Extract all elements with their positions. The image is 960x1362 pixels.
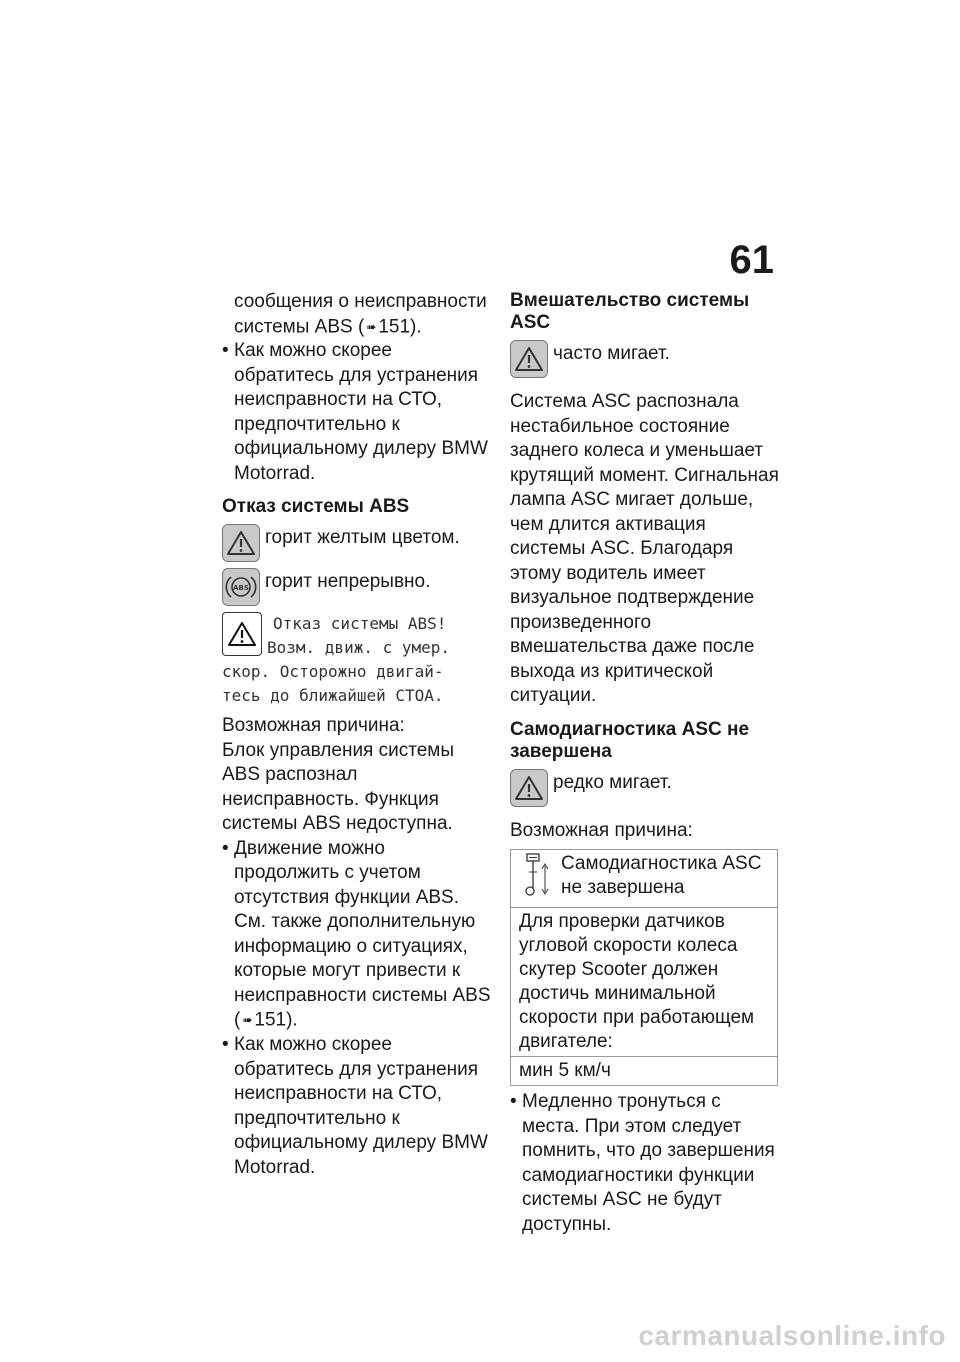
selfdiag-table-title: Самодиагностика ASC не завершена bbox=[561, 853, 762, 898]
intro-line-2-text: системы ABS bbox=[234, 315, 353, 337]
display-line-4: тесь до ближайшей СТОА. bbox=[222, 686, 444, 706]
warning-triangle-icon bbox=[222, 524, 260, 562]
display-line-1: Отказ системы ABS! bbox=[273, 614, 447, 634]
asc-warning-icon-2 bbox=[510, 769, 548, 807]
left-bullet-1: • Как можно скорее обратитесь для устранения неисправности на СТО, предпочтительно к официальному дилеру BMW Motorrad. bbox=[222, 339, 492, 486]
abs-icon bbox=[222, 568, 260, 606]
right-bullet-1: • Медленно тронуться с места. При этом следует помнить, что до завершения самодиагностики функции системы ASC не будут доступны. bbox=[510, 1090, 780, 1237]
display-line-2: Возм. движ. с умер. bbox=[267, 638, 451, 658]
selfdiag-table-body: Для проверки датчиков угловой скорости колеса скутер Scooter должен достичь минимальной скорости при работающем двигателе: bbox=[511, 908, 778, 1057]
asc-description: Система ASC распознала нестабильное состояние заднего колеса и уменьшает крутящий момент. Сигнальная лампа ASC мигает дольше, чем длится активация системы ASC. Благодаря этому водитель имеет визуальное подтверждение произведенного вмешательства даже после выхода из критической ситуации. bbox=[510, 391, 779, 706]
left-column bbox=[222, 290, 492, 1180]
page-ref-arrow-icon: ➠ bbox=[366, 319, 377, 334]
cause-text-left: Блок управления системы ABS распознал неисправность. Функция системы ABS недоступна. bbox=[222, 739, 455, 835]
abs-lamp-row bbox=[222, 568, 492, 606]
cause-label-left: Возможная причина: bbox=[222, 715, 405, 737]
left-bullet-2-text: Движение можно продолжить с учетом отсутствия функции ABS. См. также дополнительную информацию о ситуациях, которые могут привести к неисправности системы ABS bbox=[234, 837, 491, 1006]
asc-warning-icon bbox=[510, 340, 548, 378]
abs-display-row bbox=[222, 612, 492, 660]
asc-rare-flash-row bbox=[510, 769, 780, 807]
abs-warning-text: горит желтым цветом. bbox=[265, 527, 460, 549]
selfdiag-table-header bbox=[511, 850, 778, 908]
selfdiag-table bbox=[510, 849, 778, 1086]
abs-warning-row bbox=[222, 524, 492, 562]
page-ref-arrow-icon: ➠ bbox=[242, 1013, 253, 1028]
heading-abs-failure: Отказ системы ABS bbox=[222, 496, 410, 518]
intro-line-1: сообщения о неисправности bbox=[234, 291, 487, 312]
asc-rare-flash-text: редко мигает. bbox=[553, 771, 672, 793]
selfdiag-table-value: мин 5 км/ч bbox=[511, 1057, 778, 1086]
asc-flash-row bbox=[510, 340, 780, 378]
left-bullet-2: • Движение можно продолжить с учетом отсутствия функции ABS. См. также дополнительную информацию о ситуациях, которые могут привести к неисправности системы ABS ( ➠ 151). bbox=[222, 837, 492, 1033]
left-bullet-3: • Как можно скорее обратитесь для устранения неисправности на СТО, предпочтительно к официальному дилеру BMW Motorrad. bbox=[222, 1033, 492, 1180]
heading-asc-selfdiag: Самодиагностика ASC не завершена bbox=[510, 718, 750, 762]
watermark: carmanualsonline.info bbox=[638, 1320, 946, 1351]
heading-asc-intervention: Вмешательство системы ASC bbox=[510, 290, 750, 333]
sensor-gauge-icon bbox=[519, 852, 553, 905]
page-number: 61 bbox=[729, 238, 774, 282]
bullet2-ref[interactable]: 151). bbox=[254, 1009, 298, 1031]
svg-text:ABS: ABS bbox=[233, 584, 249, 593]
intro-ref[interactable]: 151). bbox=[378, 315, 422, 337]
asc-flash-text: часто мигает. bbox=[553, 343, 670, 364]
abs-lamp-text: горит непрерывно. bbox=[265, 571, 431, 593]
display-line-3: скор. Осторожно двигай- bbox=[222, 662, 444, 682]
intro-line-2: системы ABS ( ➠ 151). bbox=[222, 315, 492, 340]
display-warning-icon bbox=[222, 612, 262, 656]
right-column bbox=[510, 290, 780, 1237]
cause-label-right: Возможная причина: bbox=[510, 819, 693, 841]
